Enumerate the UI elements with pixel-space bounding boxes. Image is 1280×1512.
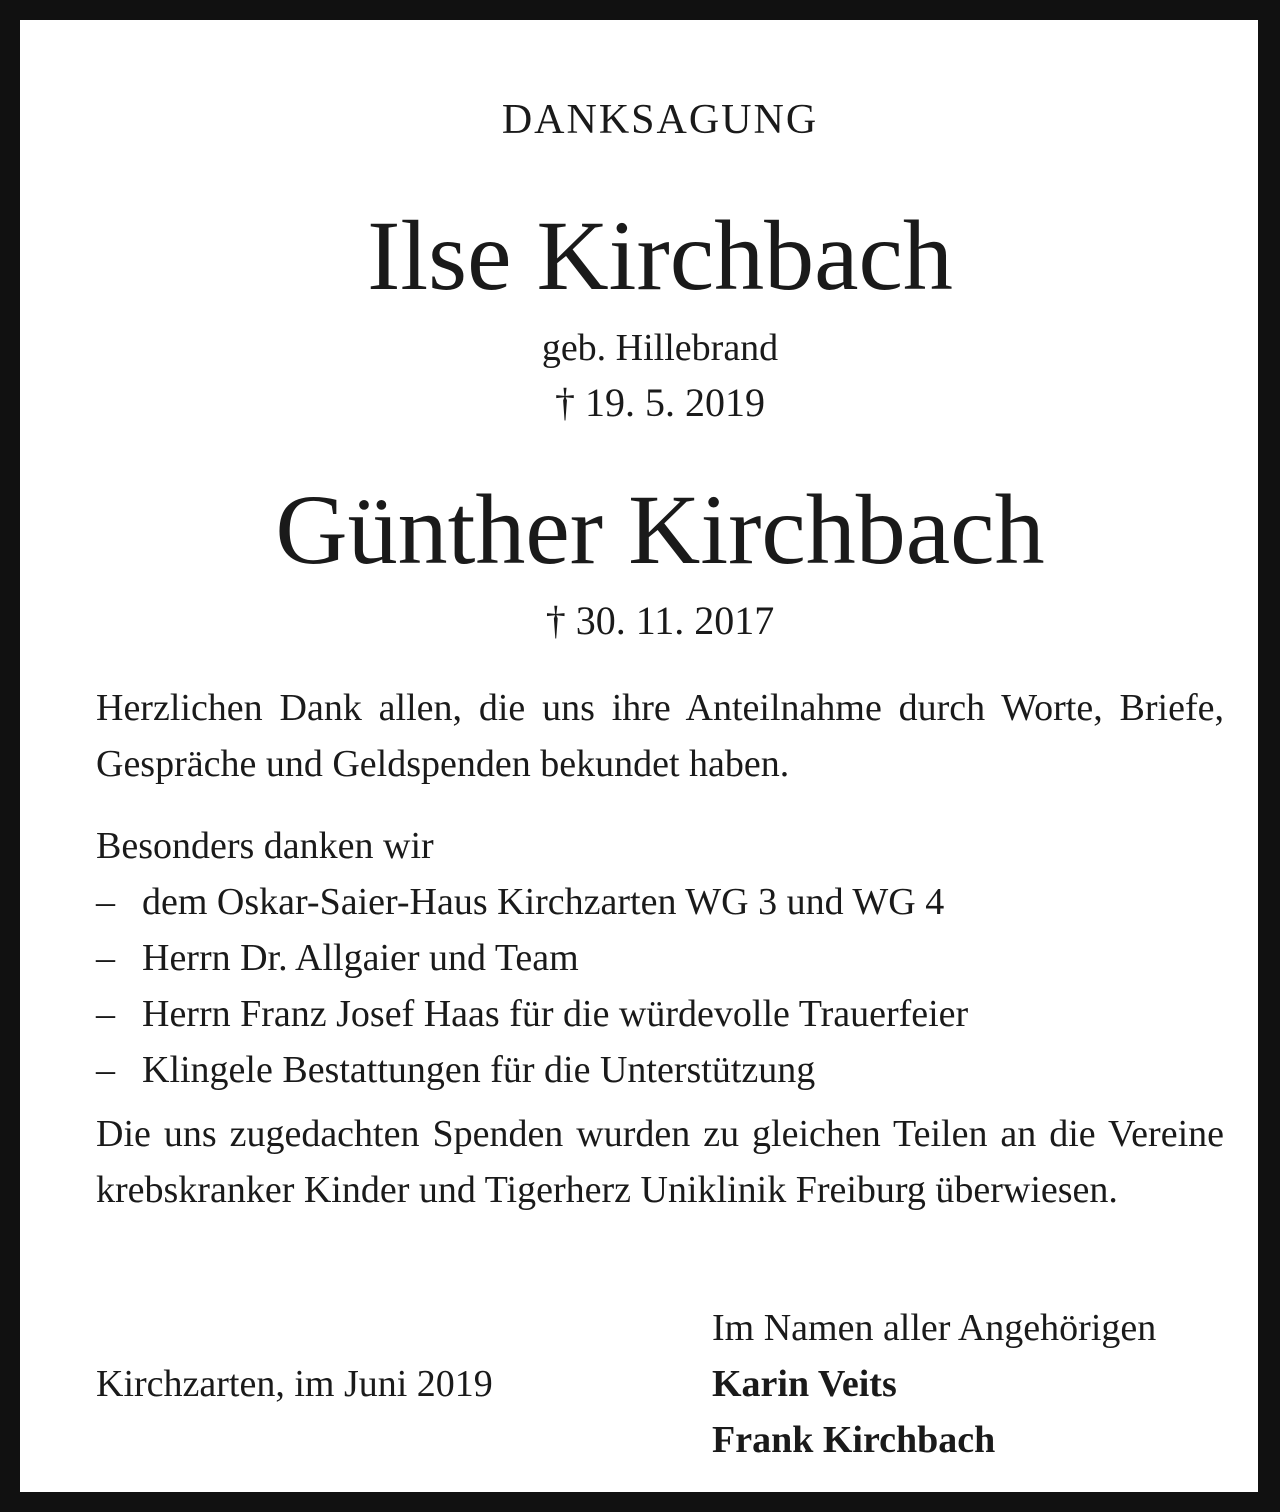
dash-icon: – <box>96 937 115 979</box>
dash-icon: – <box>96 993 115 1035</box>
list-item: – Herrn Franz Josef Haas für die würdevolle Trauerfeier <box>96 986 1224 1042</box>
person1-death <box>20 378 1280 428</box>
dagger-icon: † <box>545 598 566 643</box>
notice-heading: DANKSAGUNG <box>501 97 819 143</box>
dash-icon: – <box>96 881 115 923</box>
list-item: – Herrn Dr. Allgaier und Team <box>96 930 1224 986</box>
signature-line: Im Namen aller Angehörigen <box>712 1307 1157 1349</box>
person2-death <box>20 596 1280 646</box>
list-item: – dem Oskar-Saier-Haus Kirchzarten WG 3 und WG 4 <box>96 874 1224 930</box>
thanks-list <box>96 874 1224 1098</box>
person1-birth-name: geb. Hillebrand <box>541 327 779 369</box>
person2-name: Günther Kirchbach <box>275 474 1045 585</box>
person1-name: Ilse Kirchbach <box>367 200 953 311</box>
signature-block <box>712 1300 1156 1468</box>
list-item: – Klingele Bestattungen für die Unterstützung <box>96 1042 1224 1098</box>
thanks-lead: Besonders danken wir <box>96 825 434 867</box>
donations-paragraph: Die uns zugedachten Spenden wurden zu gleichen Teilen an die Vereine krebskranker Kinder und Tigerherz Uniklinik Freiburg überwiesen. <box>96 1113 1224 1211</box>
place-date: Kirchzarten, im Juni 2019 <box>96 1363 493 1405</box>
intro-paragraph: Herzlichen Dank allen, die uns ihre Anteilnahme durch Worte, Briefe, Gespräche und Geldspenden bekundet haben. <box>96 687 1224 785</box>
dash-icon: – <box>96 1049 115 1091</box>
signer-name: Frank Kirchbach <box>712 1419 996 1461</box>
dagger-icon: † <box>555 380 575 425</box>
person1-death-date: 19. 5. 2019 <box>585 380 765 425</box>
person2-death-date: 30. 11. 2017 <box>575 598 775 643</box>
signer-name: Karin Veits <box>712 1363 897 1405</box>
